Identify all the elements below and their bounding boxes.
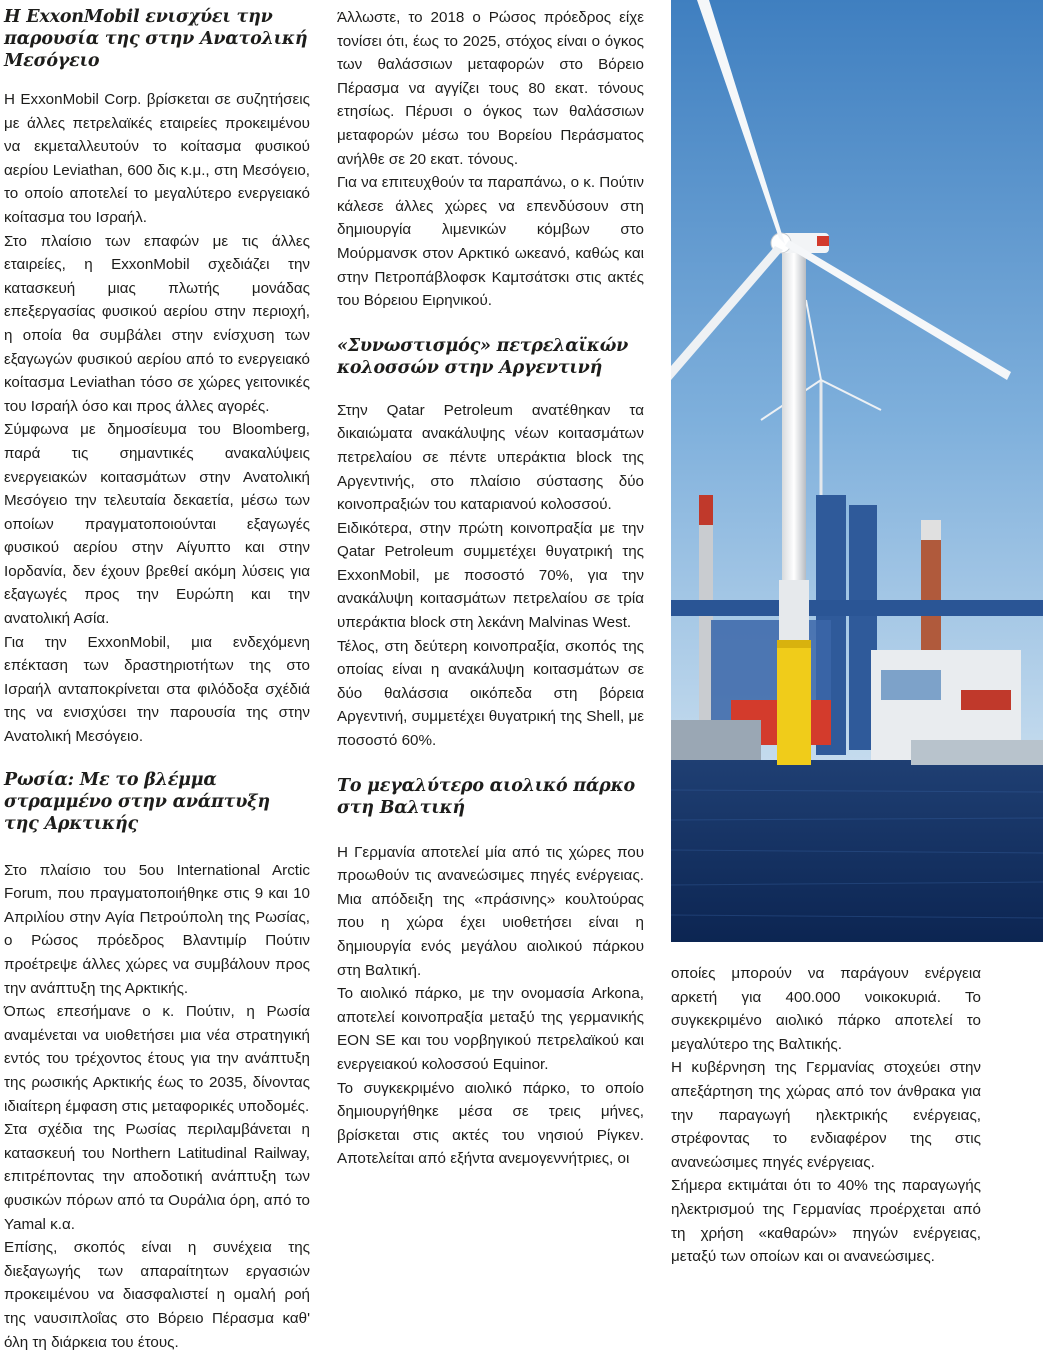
- paragraph: Ειδικότερα, στην πρώτη κοινοπραξία με την Qatar Petroleum συμμετέχει θυγατρική της ExxonMobil, με ποσοστό 70%, για την ανακάλυψη κοιτασμάτων πετρελαίου σε τρία υπεράκτια block στη λεκάνη Malvinas West.: [337, 519, 644, 632]
- paragraph: Στο πλαίσιο του 5ου International Arctic Forum, που πραγματοποιήθηκε στις 9 και 10 Απριλίου στην Αγία Πετρούπολη της Ρωσίας, ο Ρώσος πρόεδρος Βλαντιμίρ Πούτιν προέτρεψε άλλες χώρες να συμβάλουν προς την ανάπτυξη της Αρκτικής.: [4, 861, 310, 997]
- paragraph: Επίσης, σκοπός είναι η συνέχεια της διεξαγωγής των απαραίτητων εργασιών προκειμένου να διασφαλιστεί η ομαλή ροή της ναυσιπλοΐας στο Βόρειο Πέρασμα καθ' όλη τη διάρκεια του έτους.: [4, 1239, 310, 1351]
- column-2: [337, 6, 644, 1171]
- paragraph: Για να επιτευχθούν τα παραπάνω, ο κ. Πούτιν κάλεσε άλλες χώρες να επενδύσουν στη δημιουργία λιμενικών κόμβων στο Μούρμανσκ στον Αρκτικό ωκεανό, καθώς και στην Πετροπάβλοφσκ Καμτσάτσκι στις ακτές του Βόρειου Ειρηνικού.: [337, 174, 644, 310]
- paragraph: Στην Qatar Petroleum ανατέθηκαν τα δικαιώματα ανακάλυψης νέων κοιτασμάτων πετρελαίου σε πέντε υπεράκτια block της Αργεντινής, στο πλαίσιο σύστασης δύο κοινοπραξιών του καταριανού κολοσσού.: [337, 401, 644, 514]
- paragraph: Σήμερα εκτιμάται ότι το 40% της παραγωγής ηλεκτρισμού της Γερμανίας προέρχεται από τη χρήση «καθαρών» πηγών ενέργειας, μεταξύ των οποίων και οι ανανεώσιμες.: [671, 1177, 981, 1266]
- column-3: [671, 962, 981, 1269]
- article-heading-russia: Ρωσία: Με το βλέμμα στραμμένο στην ανάπτυξη της Αρκτικής: [4, 769, 270, 834]
- article-heading-argentina: «Συνωστισμός» πετρελαϊκών κολοσσών στην Αργεντινή: [337, 335, 629, 378]
- paragraph: Η ExxonMobil Corp. βρίσκεται σε συζητήσεις με άλλες πετρελαϊκές εταιρείες προκειμένου να εκμεταλλευτούν το κοίτασμα φυσικού αερίου Leviathan, 600 δις κ.μ., στη Μεσόγειο, το οποίο αποτελεί το μεγαλύτερο ενεργειακό κοίτασμα του Ισραήλ.: [4, 91, 310, 226]
- paragraph: Όπως επεσήμανε ο κ. Πούτιν, η Ρωσία αναμένεται να υιοθετήσει μια νέα στρατηγική εντός του τρέχοντος έτους για την ανάπτυξη της ρωσικής Αρκτικής έως το 2035, δίνοντας ιδιαίτερη έμφαση στις μεταφορικές υποδομές.: [4, 1003, 310, 1115]
- paragraph: Η Γερμανία αποτελεί μία από τις χώρες που προωθούν τις ανανεώσιμες πηγές ενέργειας. Μια απόδειξη της «πράσινης» κουλτούρας που η χώρα έχει υιοθετήσει είναι η δημιουργία ενός μεγάλου αιολικού πάρκου στη Βαλτική.: [337, 843, 644, 979]
- paragraph: Τέλος, στη δεύτερη κοινοπραξία, σκοπός της οποίας είναι η ανακάλυψη κοιτασμάτων σε δύο θαλάσσια οικόπεδα στη βόρεια Αργεντινή, συμμετέχει θυγατρική της Shell, με ποσοστό 60%.: [337, 637, 644, 750]
- paragraph: Το συγκεκριμένο αιολικό πάρκο, το οποίο δημιουργήθηκε μέσα σε τρεις μήνες, βρίσκεται στις ακτές του νησιού Ρίγκεν. Αποτελείται από εξήντα ανεμογεννήτριες, οι: [337, 1079, 644, 1168]
- article-heading-baltic-wind: Το μεγαλύτερο αιολικό πάρκο στη Βαλτική: [337, 775, 636, 818]
- paragraph: Σύμφωνα με δημοσίευμα του Bloomberg, παρά τις σημαντικές ανακαλύψεις ενεργειακών κοιτασμάτων στην Ανατολική Μεσόγειο την τελευταία δεκαετία, μέσω των οποίων πραγματοποιούνται εξαγωγές φυσικού αερίου στην Αίγυπτο και στην Ιορδανία, δεν έχουν βρεθεί ακόμη λύσεις για εξαγωγές προς την Ευρώπη και την ανατολική Ασία.: [4, 421, 310, 628]
- paragraph: οποίες μπορούν να παράγουν ενέργεια αρκετή για 400.000 νοικοκυριά. Το συγκεκριμένο αιολικό πάρκο αποτελεί το μεγαλύτερο της Βαλτικής.: [671, 965, 981, 1053]
- paragraph: Στα σχέδια της Ρωσίας περιλαμβάνεται η κατασκευή του Northern Latitudinal Railway, επιτρέποντας την αποδοτική ανάπτυξη των φυσικών πόρων από τα Ουράλια όρη, από το Yamal κ.α.: [4, 1121, 310, 1233]
- paragraph: Το αιολικό πάρκο, με την ονομασία Arkona, αποτελεί κοινοπραξία μεταξύ της γερμανικής EON SE και του νορβηγικού πετρελαϊκού και ενεργειακού κολοσσού Equinor.: [337, 985, 644, 1073]
- paragraph: Άλλωστε, το 2018 ο Ρώσος πρόεδρος είχε τονίσει ότι, έως το 2025, στόχος είναι ο όγκος των θαλάσσιων μεταφορών στο Βόρειο Πέρασμα να αγγίζει τους 80 εκατ. τόνους ετησίως. Πέρυσι ο όγκος των θαλάσσιων μεταφορών μέσω του Βορείου Περάσματος ανήλθε σε 20 εκατ. τόνους.: [337, 9, 644, 168]
- wind-turbine-icon: [671, 0, 1043, 942]
- paragraph: Στο πλαίσιο των επαφών με τις άλλες εταιρείες, η ExxonMobil σχεδιάζει την κατασκευή μιας πλωτής μονάδας επεξεργασίας φυσικού αερίου στην περιοχή, η οποία θα συμβάλει στην ενίσχυση των εξαγωγών φυσικού αερίου από το ενεργειακό κοίτασμα Leviathan τόσο σε χώρες γειτονικές του Ισραήλ όσο και προς άλλες αγορές.: [4, 232, 310, 415]
- article-heading-exxonmobil: Η ExxonMobil ενισχύει την παρουσία της στην Ανατολική Μεσόγειο: [4, 7, 308, 71]
- paragraph: Η κυβέρνηση της Γερμανίας στοχεύει στην απεξάρτηση της χώρας από τον άνθρακα για την παραγωγή ηλεκτρικής ενέργειας, στρέφοντας το ενδιαφέρον της στις ανανεώσιμες πηγές ενέργειας.: [671, 1059, 981, 1171]
- offshore-wind-turbine-photo: [671, 0, 1043, 942]
- column-1: [4, 0, 310, 1354]
- paragraph: Για την ExxonMobil, μια ενδεχόμενη επέκταση των δραστηριοτήτων της στο Ισραήλ ανταποκρίνεται στα φιλόδοξα σχέδιά της να ενισχύσει την παρουσία της στην Ανατολική Μεσόγειο.: [4, 633, 310, 746]
